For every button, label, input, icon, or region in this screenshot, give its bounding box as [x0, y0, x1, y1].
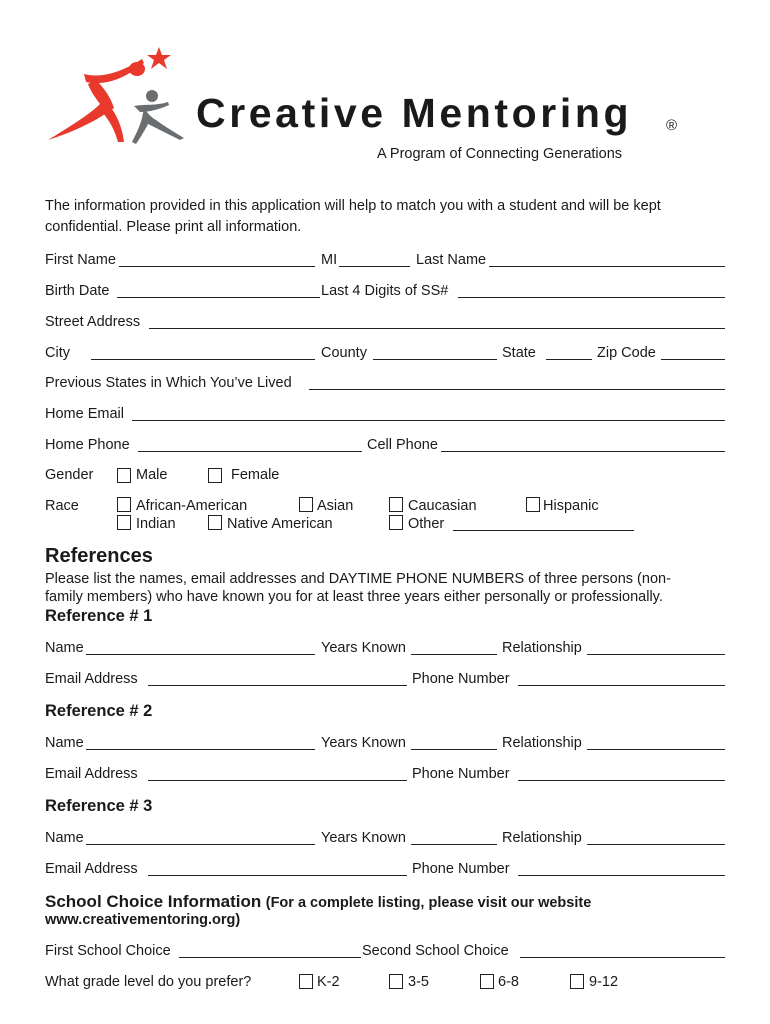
caucasian-label: Caucasian — [408, 498, 477, 514]
state-label: State — [502, 345, 536, 361]
grade-9-12-label: 9-12 — [589, 974, 619, 990]
references-description-2: family members) who have known you for at least three years either personally or professionally. — [45, 589, 663, 605]
female-checkbox[interactable] — [208, 468, 222, 483]
ref1-name-label: Name — [45, 640, 84, 656]
male-label: Male — [136, 467, 168, 483]
school-website[interactable]: www.creativementoring.org) — [45, 912, 241, 928]
second-school-label: Second School Choice — [362, 943, 509, 959]
indian-label: Indian — [136, 516, 176, 532]
first-name-field[interactable] — [119, 266, 315, 267]
home-email-field[interactable] — [132, 420, 725, 421]
city-label: City — [45, 345, 70, 361]
last-name-field[interactable] — [489, 266, 725, 267]
caucasian-checkbox[interactable] — [389, 497, 403, 512]
mi-field[interactable] — [339, 266, 410, 267]
other-race-field[interactable] — [453, 530, 634, 531]
second-school-field[interactable] — [520, 957, 725, 958]
ref2-relationship-field[interactable] — [587, 749, 725, 750]
references-description-1: Please list the names, email addresses and DAYTIME PHONE NUMBERS of three persons (non- — [45, 571, 671, 587]
race-label: Race — [45, 498, 79, 514]
home-email-label: Home Email — [45, 406, 124, 422]
ref1-years-field[interactable] — [411, 654, 497, 655]
grade-3-5-checkbox[interactable] — [389, 974, 403, 989]
prev-states-label: Previous States in Which You’ve Lived — [45, 375, 292, 391]
state-field[interactable] — [546, 359, 592, 360]
creative-mentoring-logo — [44, 44, 190, 148]
zip-field[interactable] — [661, 359, 725, 360]
ref3-phone-field[interactable] — [518, 875, 725, 876]
school-choice-heading: School Choice Information — [45, 892, 262, 911]
ref2-phone-field[interactable] — [518, 780, 725, 781]
ref1-email-label: Email Address — [45, 671, 138, 687]
ref2-phone-label: Phone Number — [412, 766, 510, 782]
female-label: Female — [231, 467, 280, 483]
ref2-email-field[interactable] — [148, 780, 407, 781]
reference-3-heading: Reference # 3 — [45, 797, 153, 815]
ref1-phone-field[interactable] — [518, 685, 725, 686]
ref3-name-field[interactable] — [86, 844, 315, 845]
male-checkbox[interactable] — [117, 468, 131, 483]
grade-k2-label: K-2 — [317, 974, 340, 990]
grade-6-8-checkbox[interactable] — [480, 974, 494, 989]
grade-9-12-checkbox[interactable] — [570, 974, 584, 989]
first-school-label: First School Choice — [45, 943, 171, 959]
star-icon — [147, 47, 171, 69]
street-label: Street Address — [45, 314, 141, 330]
zip-label: Zip Code — [597, 345, 656, 361]
references-heading: References — [45, 545, 153, 567]
ssn-label: Last 4 Digits of SS# — [321, 283, 449, 299]
intro-text: The information provided in this application will help to match you with a student and will be kept confidential. Please print all information. — [45, 198, 661, 235]
brand-title: Creative Mentoring — [196, 90, 633, 136]
ssn-field[interactable] — [458, 297, 725, 298]
ref3-years-label: Years Known — [321, 830, 406, 846]
asian-label: Asian — [317, 498, 354, 514]
ref2-name-field[interactable] — [86, 749, 315, 750]
ref1-phone-label: Phone Number — [412, 671, 510, 687]
county-field[interactable] — [373, 359, 497, 360]
hispanic-checkbox[interactable] — [526, 497, 540, 512]
native-american-label: Native American — [227, 516, 333, 532]
indian-checkbox[interactable] — [117, 515, 131, 530]
native-american-checkbox[interactable] — [208, 515, 222, 530]
city-field[interactable] — [91, 359, 315, 360]
ref3-email-label: Email Address — [45, 861, 138, 877]
reference-2-heading: Reference # 2 — [45, 702, 153, 720]
cell-phone-field[interactable] — [441, 451, 725, 452]
african-american-label: African-American — [136, 498, 248, 514]
gender-label: Gender — [45, 467, 94, 483]
street-field[interactable] — [149, 328, 725, 329]
school-choice-heading-row — [45, 892, 591, 912]
african-american-checkbox[interactable] — [117, 497, 131, 512]
ref2-email-label: Email Address — [45, 766, 138, 782]
ref1-name-field[interactable] — [86, 654, 315, 655]
first-name-label: First Name — [45, 252, 116, 268]
ref3-email-field[interactable] — [148, 875, 407, 876]
ref3-phone-label: Phone Number — [412, 861, 510, 877]
prev-states-field[interactable] — [309, 389, 725, 390]
grade-question: What grade level do you prefer? — [45, 974, 252, 990]
ref1-relationship-label: Relationship — [502, 640, 582, 656]
grade-6-8-label: 6-8 — [498, 974, 519, 990]
asian-checkbox[interactable] — [299, 497, 313, 512]
ref1-years-label: Years Known — [321, 640, 406, 656]
grade-k2-checkbox[interactable] — [299, 974, 313, 989]
other-race-checkbox[interactable] — [389, 515, 403, 530]
ref3-name-label: Name — [45, 830, 84, 846]
home-phone-label: Home Phone — [45, 437, 130, 453]
registered-mark: ® — [666, 117, 678, 134]
ref3-relationship-field[interactable] — [587, 844, 725, 845]
other-race-label: Other — [408, 516, 445, 532]
hispanic-label: Hispanic — [543, 498, 599, 514]
first-school-field[interactable] — [179, 957, 361, 958]
cell-phone-label: Cell Phone — [367, 437, 438, 453]
birth-date-field[interactable] — [117, 297, 320, 298]
county-label: County — [321, 345, 367, 361]
ref2-name-label: Name — [45, 735, 84, 751]
grade-3-5-label: 3-5 — [408, 974, 429, 990]
ref2-relationship-label: Relationship — [502, 735, 582, 751]
ref3-years-field[interactable] — [411, 844, 497, 845]
mi-label: MI — [321, 252, 338, 268]
last-name-label: Last Name — [416, 252, 487, 268]
ref3-relationship-label: Relationship — [502, 830, 582, 846]
ref1-email-field[interactable] — [148, 685, 407, 686]
ref2-years-field[interactable] — [411, 749, 497, 750]
tagline: A Program of Connecting Generations — [377, 146, 623, 162]
home-phone-field[interactable] — [138, 451, 362, 452]
reference-1-heading: Reference # 1 — [45, 607, 153, 625]
ref1-relationship-field[interactable] — [587, 654, 725, 655]
ref2-years-label: Years Known — [321, 735, 406, 751]
birth-date-label: Birth Date — [45, 283, 110, 299]
school-choice-note: (For a complete listing, please visit our website — [265, 895, 592, 911]
